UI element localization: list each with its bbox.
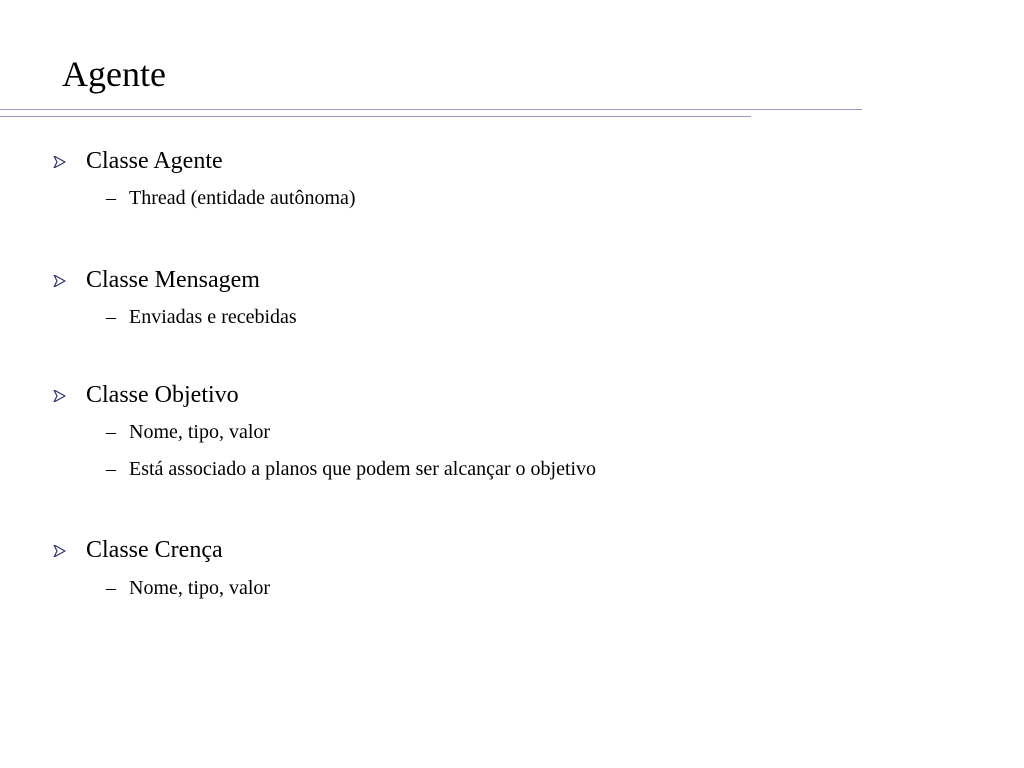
dash-marker: – (106, 306, 116, 328)
arrow-bullet-icon (53, 390, 66, 402)
arrow-bullet-icon (53, 545, 66, 557)
bullet-label: Classe Agente (86, 148, 223, 174)
sub-item-text: Nome, tipo, valor (129, 421, 271, 443)
dash-marker: – (106, 458, 116, 480)
sub-item-text: Thread (entidade autônoma) (129, 187, 356, 209)
dash-marker: – (106, 187, 116, 209)
arrow-bullet-icon (53, 275, 66, 287)
bullet-label: Classe Mensagem (86, 267, 260, 293)
bullet-label: Classe Objetivo (86, 382, 239, 408)
title-underline-short (0, 116, 751, 117)
slide-title: Agente (62, 54, 166, 94)
sub-item-text: Está associado a planos que podem ser alcançar o objetivo (129, 458, 597, 480)
sub-item-text: Nome, tipo, valor (129, 577, 271, 599)
arrow-bullet-icon (53, 156, 66, 168)
title-underline-long (0, 109, 862, 110)
sub-item-text: Enviadas e recebidas (129, 306, 297, 328)
bullet-label: Classe Crença (86, 537, 223, 563)
dash-marker: – (106, 577, 116, 599)
dash-marker: – (106, 421, 116, 443)
